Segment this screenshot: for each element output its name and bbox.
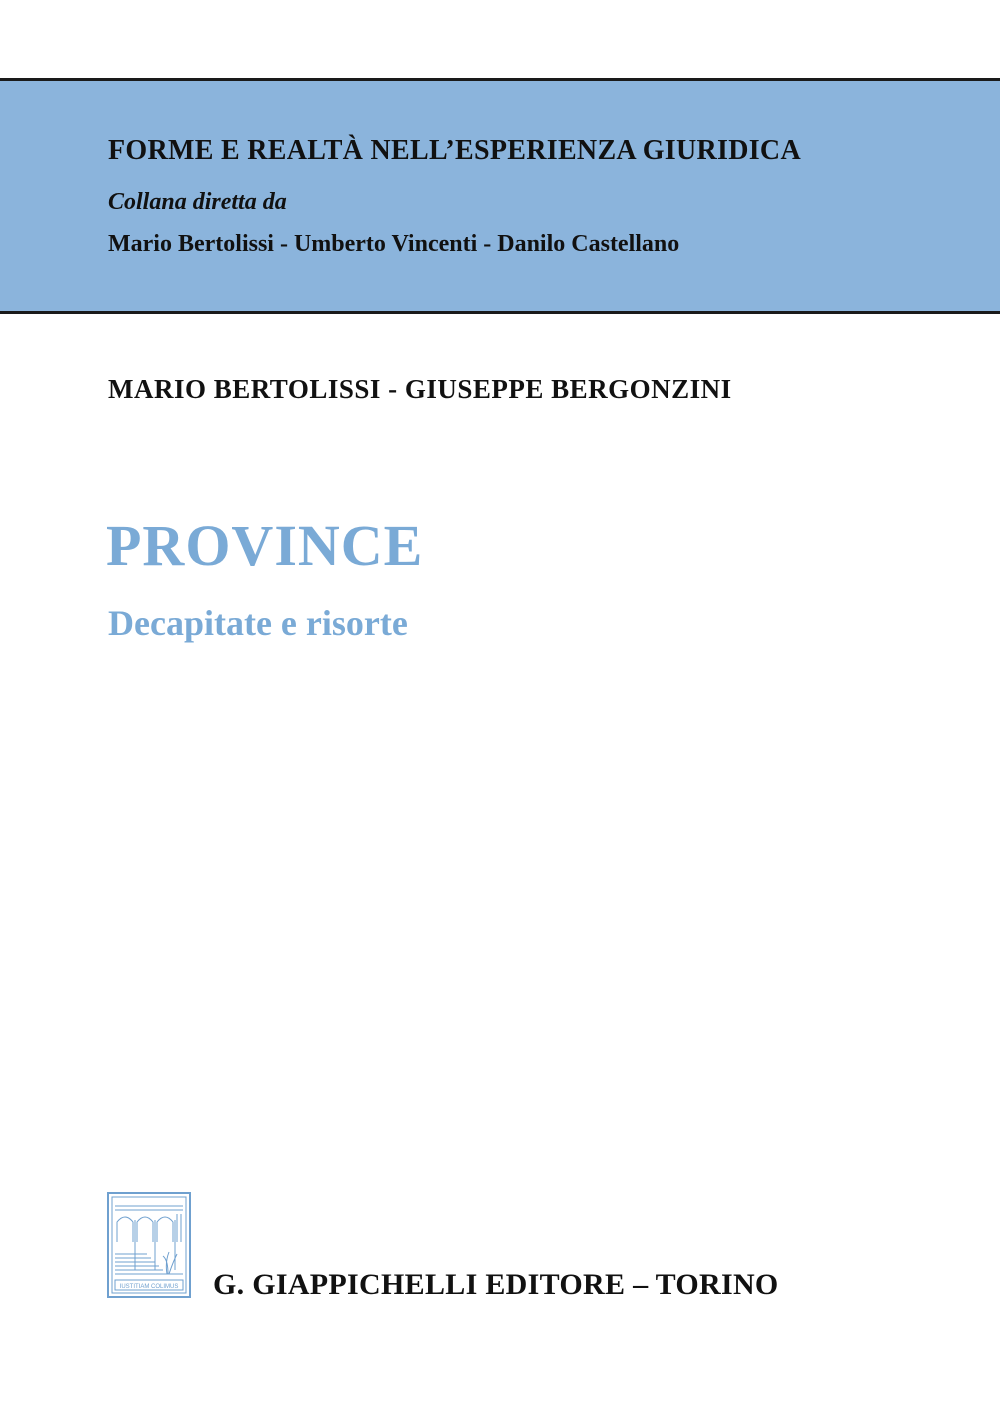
publisher-logo-icon — [107, 1192, 191, 1298]
publisher-name: G. GIAPPICHELLI EDITORE – TORINO — [213, 1268, 779, 1301]
book-title: PROVINCE — [106, 513, 424, 578]
series-editors: Mario Bertolissi - Umberto Vincenti - Danilo Castellano — [108, 231, 680, 257]
logo-motto: IUSTITIAM COLIMUS — [119, 1284, 179, 1290]
series-band — [0, 78, 1000, 314]
authors: MARIO BERTOLISSI - GIUSEPPE BERGONZINI — [108, 374, 732, 404]
series-title: FORME E REALTÀ NELL’ESPERIENZA GIURIDICA — [108, 135, 801, 166]
book-subtitle: Decapitate e risorte — [108, 603, 408, 643]
series-subtitle: Collana diretta da — [108, 189, 287, 215]
